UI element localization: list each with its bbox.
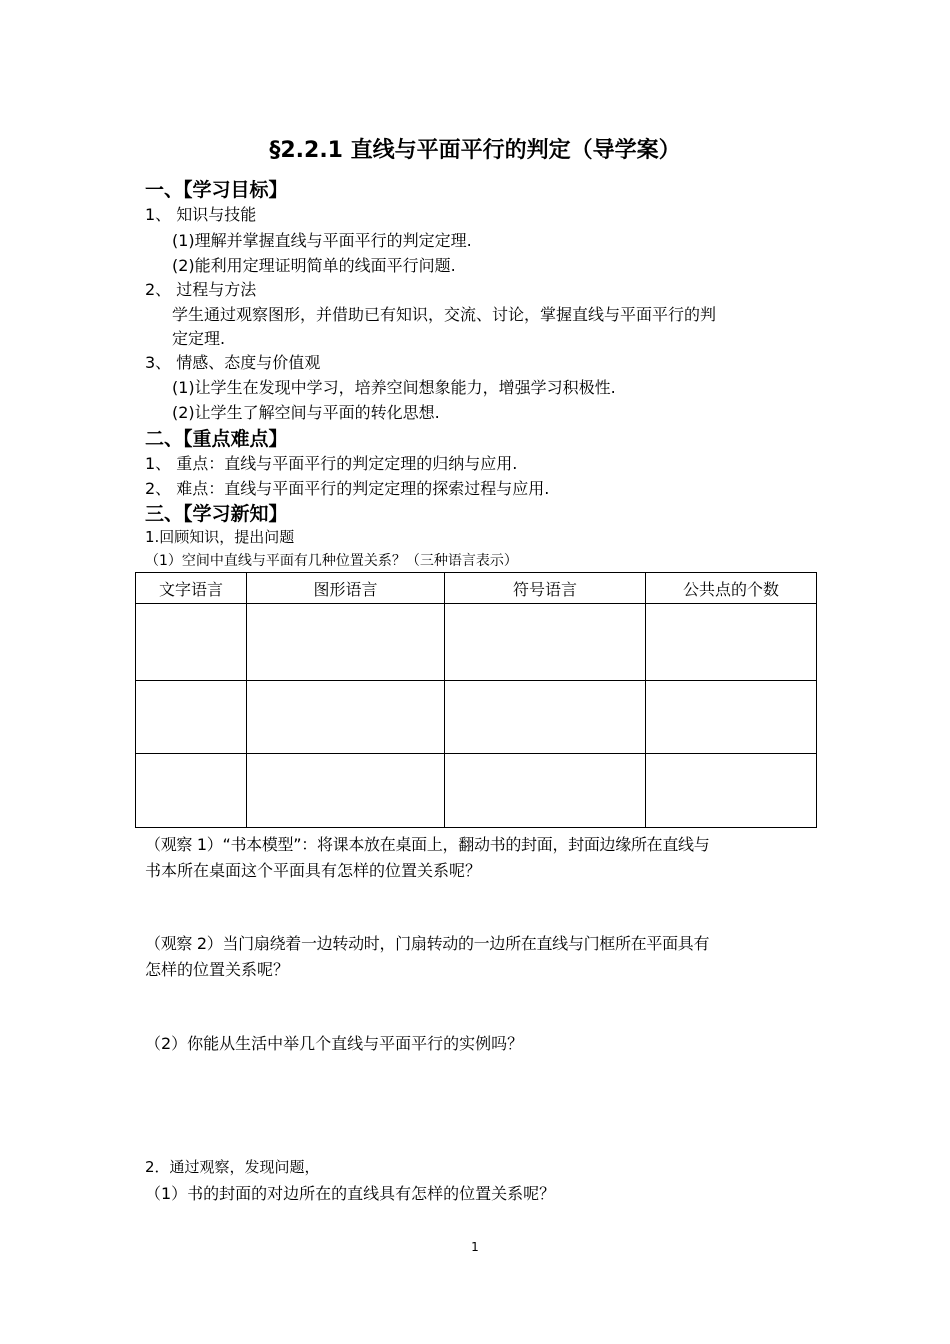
table-cell[interactable] xyxy=(445,604,646,681)
objective-item-1b: (2)能利用定理证明简单的线面平行问题. xyxy=(172,256,456,275)
subsection-review: 1.回顾知识，提出问题 xyxy=(145,528,295,546)
question-2: （2）你能从生活中举几个直线与平面平行的实例吗？ xyxy=(145,1034,524,1053)
observation-2-line1: （观察 2）当门扇绕着一边转动时，门扇转动的一边所在直线与门框所在平面具有 xyxy=(145,934,710,953)
table-cell[interactable] xyxy=(136,681,247,754)
table-header-cell: 文字语言 xyxy=(136,573,247,604)
observation-2-line2: 怎样的位置关系呢？ xyxy=(145,960,290,979)
table-row xyxy=(136,604,817,681)
table-cell[interactable] xyxy=(247,604,445,681)
question-3: （1）书的封面的对边所在的直线具有怎样的位置关系呢？ xyxy=(145,1184,556,1203)
objective-item-2: 2、 过程与方法 xyxy=(145,280,257,299)
table-header-cell: 符号语言 xyxy=(445,573,646,604)
objective-item-1: 1、 知识与技能 xyxy=(145,205,257,224)
table-header-row xyxy=(136,573,817,604)
objective-item-3: 3、 情感、态度与价值观 xyxy=(145,353,321,372)
table-cell[interactable] xyxy=(445,681,646,754)
position-relation-table xyxy=(135,572,817,828)
objective-item-2-text-line2: 定定理. xyxy=(172,329,226,348)
subsection-observation: 2．通过观察，发现问题， xyxy=(145,1158,320,1176)
page-title: §2.2.1 直线与平面平行的判定（导学案） xyxy=(269,138,681,163)
table-row xyxy=(136,754,817,828)
question-1: （1）空间中直线与平面有几种位置关系？（三种语言表示） xyxy=(145,553,518,569)
table-cell[interactable] xyxy=(646,604,817,681)
objective-item-2-text-line1: 学生通过观察图形，并借助已有知识，交流、讨论，掌握直线与平面平行的判 xyxy=(172,305,717,324)
table-cell[interactable] xyxy=(247,681,445,754)
table-cell[interactable] xyxy=(646,754,817,828)
table-header-cell: 图形语言 xyxy=(247,573,445,604)
objective-item-1a: (1)理解并掌握直线与平面平行的判定定理. xyxy=(172,231,472,250)
key-point-item-2: 2、 难点：直线与平面平行的判定定理的探索过程与应用. xyxy=(145,479,550,498)
table-row xyxy=(136,681,817,754)
page-number: 1 xyxy=(471,1240,479,1254)
observation-1-line2: 书本所在桌面这个平面具有怎样的位置关系呢？ xyxy=(145,861,482,880)
table-cell[interactable] xyxy=(136,604,247,681)
table-cell[interactable] xyxy=(445,754,646,828)
table-cell[interactable] xyxy=(247,754,445,828)
table-cell[interactable] xyxy=(136,754,247,828)
key-point-item-1: 1、 重点：直线与平面平行的判定定理的归纳与应用. xyxy=(145,454,518,473)
section-heading-new-knowledge: 三、【学习新知】 xyxy=(145,503,288,525)
table-header-cell: 公共点的个数 xyxy=(646,573,817,604)
objective-item-3a: (1)让学生在发现中学习，培养空间想象能力，增强学习积极性. xyxy=(172,378,616,397)
observation-1-line1: （观察 1）“书本模型”：将课本放在桌面上，翻动书的封面，封面边缘所在直线与 xyxy=(145,835,710,854)
section-heading-objectives: 一、【学习目标】 xyxy=(145,179,288,201)
objective-item-3b: (2)让学生了解空间与平面的转化思想. xyxy=(172,403,440,422)
section-heading-key-points: 二、【重点难点】 xyxy=(145,428,288,450)
table-cell[interactable] xyxy=(646,681,817,754)
